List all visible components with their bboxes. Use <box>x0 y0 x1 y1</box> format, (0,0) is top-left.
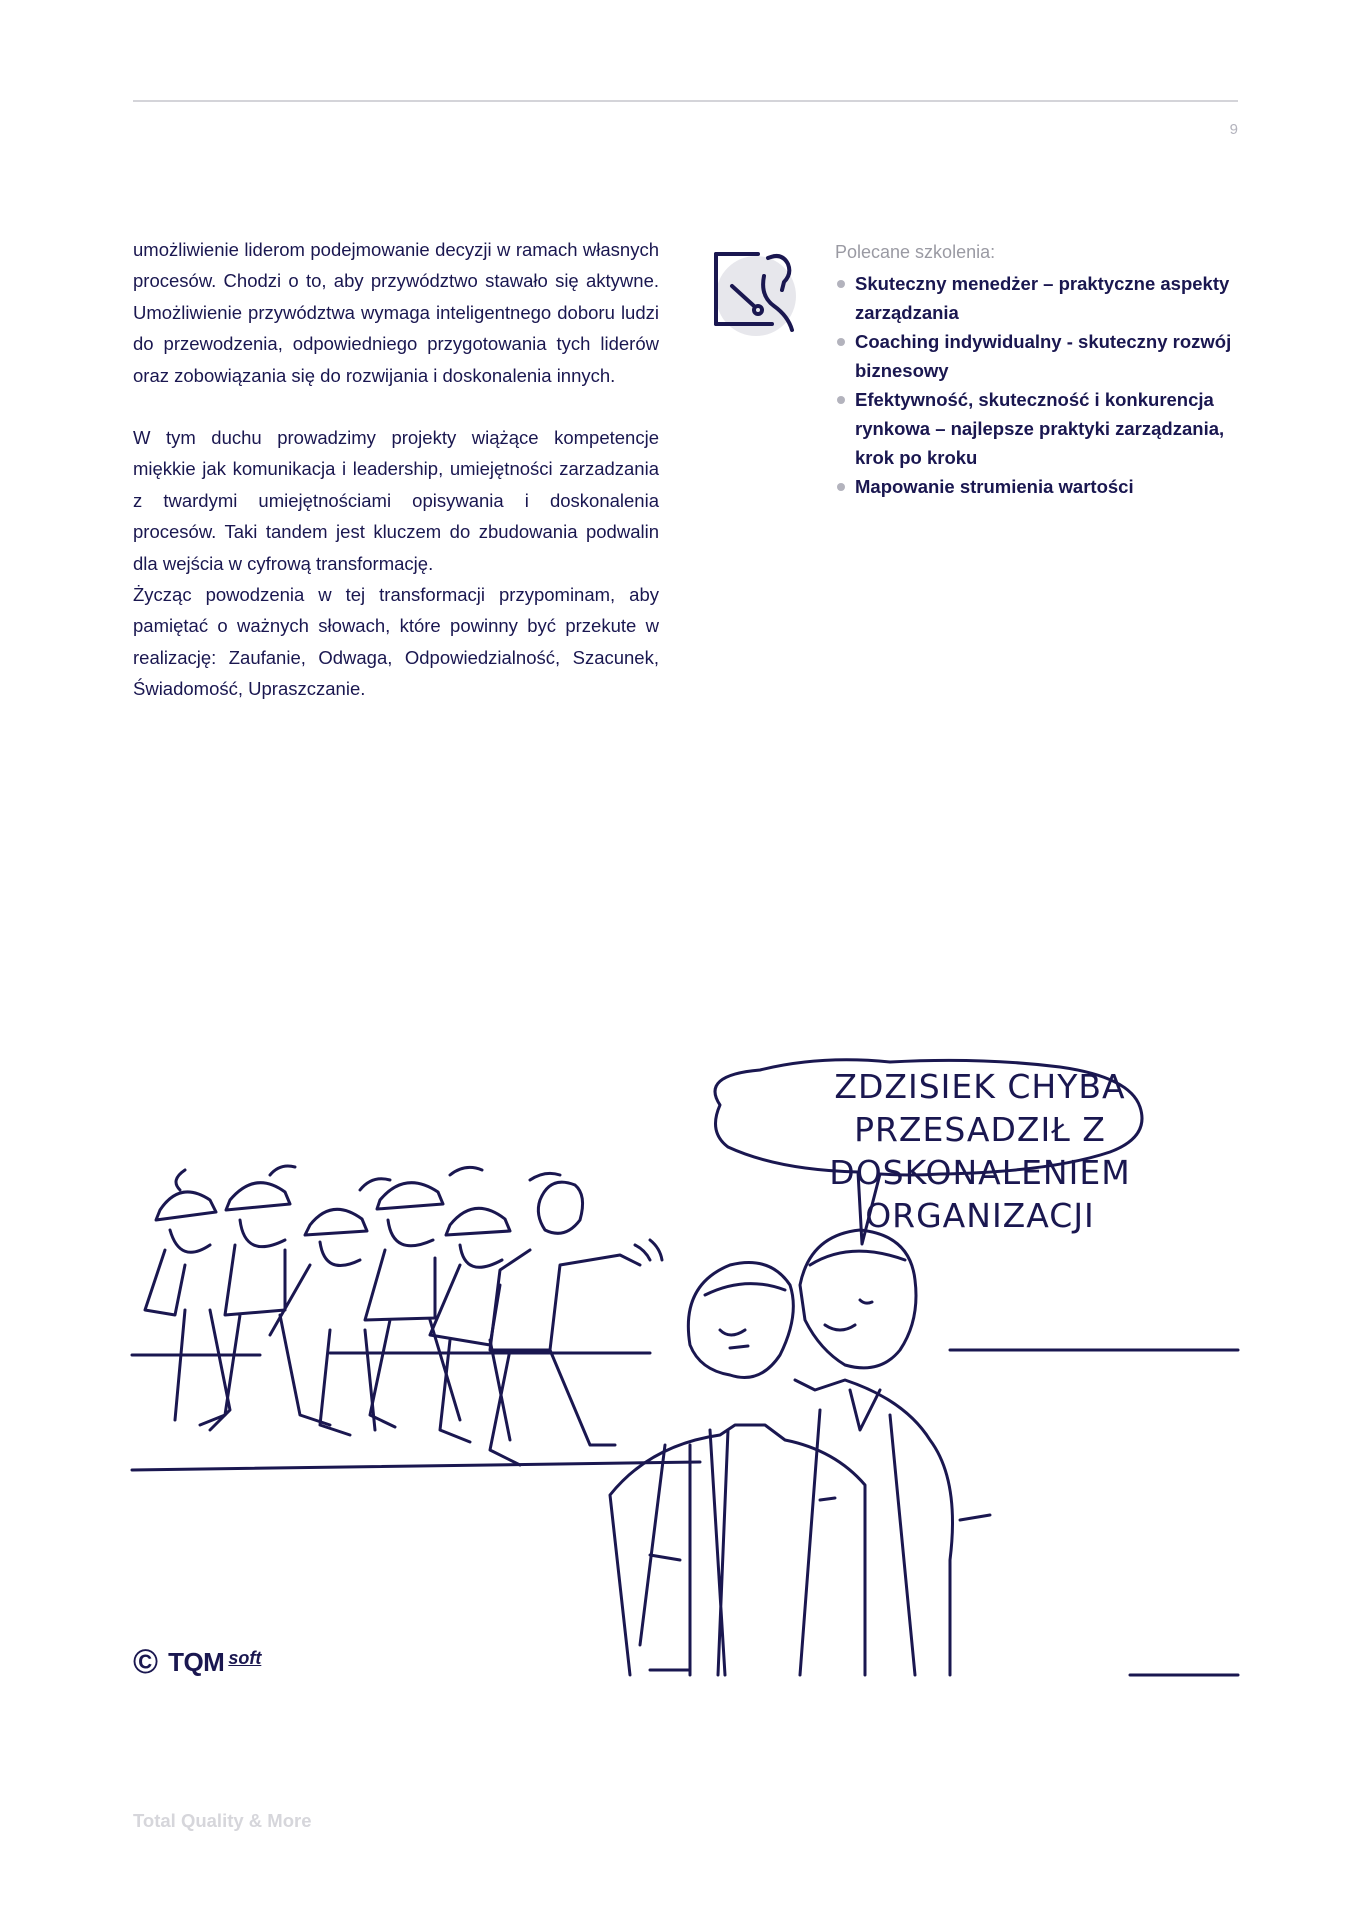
trainer-icon <box>712 246 808 342</box>
speech-line-3: ORGANIZACJI <box>865 1196 1095 1235</box>
recommended-list <box>835 269 1235 501</box>
paragraph-2: W tym duchu prowadzimy projekty wiążące kompetencje miękkie jak komunikacja i leadership, umiejętności zarzadzania z twardymi umiejętnościami opisywania i doskonalenia procesów. Taki tandem jest kluczem do zbudowania podwalin dla wejścia w cyfrową transformację. <box>133 427 659 574</box>
speech-line-1: ZDZISIEK CHYBA <box>834 1067 1126 1106</box>
footer-tagline: Total Quality & More <box>133 1810 312 1831</box>
list-item: Coaching indywidualny - skuteczny rozwój biznesowy <box>835 327 1235 385</box>
brand-suffix: soft <box>228 1647 262 1668</box>
recommended-title: Polecane szkolenia: <box>835 242 996 262</box>
list-item: Mapowanie strumienia wartości <box>835 472 1235 501</box>
paragraph-3: Życząc powodzenia w tej transformacji przypominam, aby pamiętać o ważnych słowach, które powinny być przekute w realizację: Zaufanie, Odwaga, Odpowiedzialność, Szacunek, Świadomość, Upraszczanie. <box>133 584 659 700</box>
speech-line-2: PRZESADZIŁ Z DOSKONALENIEM <box>829 1110 1131 1192</box>
speech-bubble-text <box>720 1065 1240 1237</box>
businessmen-group <box>610 1230 990 1675</box>
list-item: Skuteczny menedżer – praktyczne aspekty zarządzania <box>835 269 1235 327</box>
copyright-symbol: © <box>133 1643 159 1681</box>
paragraph-1: umożliwienie liderom podejmowanie decyzji w ramach własnych procesów. Chodzi o to, aby przywództwo stawało się aktywne. Umożliwienie przywództwa wymaga inteligentnego doboru ludzi do przewodzenia, odpowiedniego przygotowania tych liderów oraz zobowiązania się do rozwijania i doskonalenia innych. <box>133 239 659 386</box>
list-item: Efektywność, skuteczność i konkurencja rynkowa – najlepsze praktyki zarządzania, krok po kroku <box>835 385 1235 472</box>
brand-name: TQM <box>168 1646 225 1677</box>
body-text <box>133 234 659 705</box>
copyright-logo <box>133 1645 261 1679</box>
workers-group <box>130 1166 662 1465</box>
page-number: 9 <box>1229 121 1238 138</box>
recommended-trainings <box>835 239 1235 501</box>
header-rule <box>133 100 1238 102</box>
